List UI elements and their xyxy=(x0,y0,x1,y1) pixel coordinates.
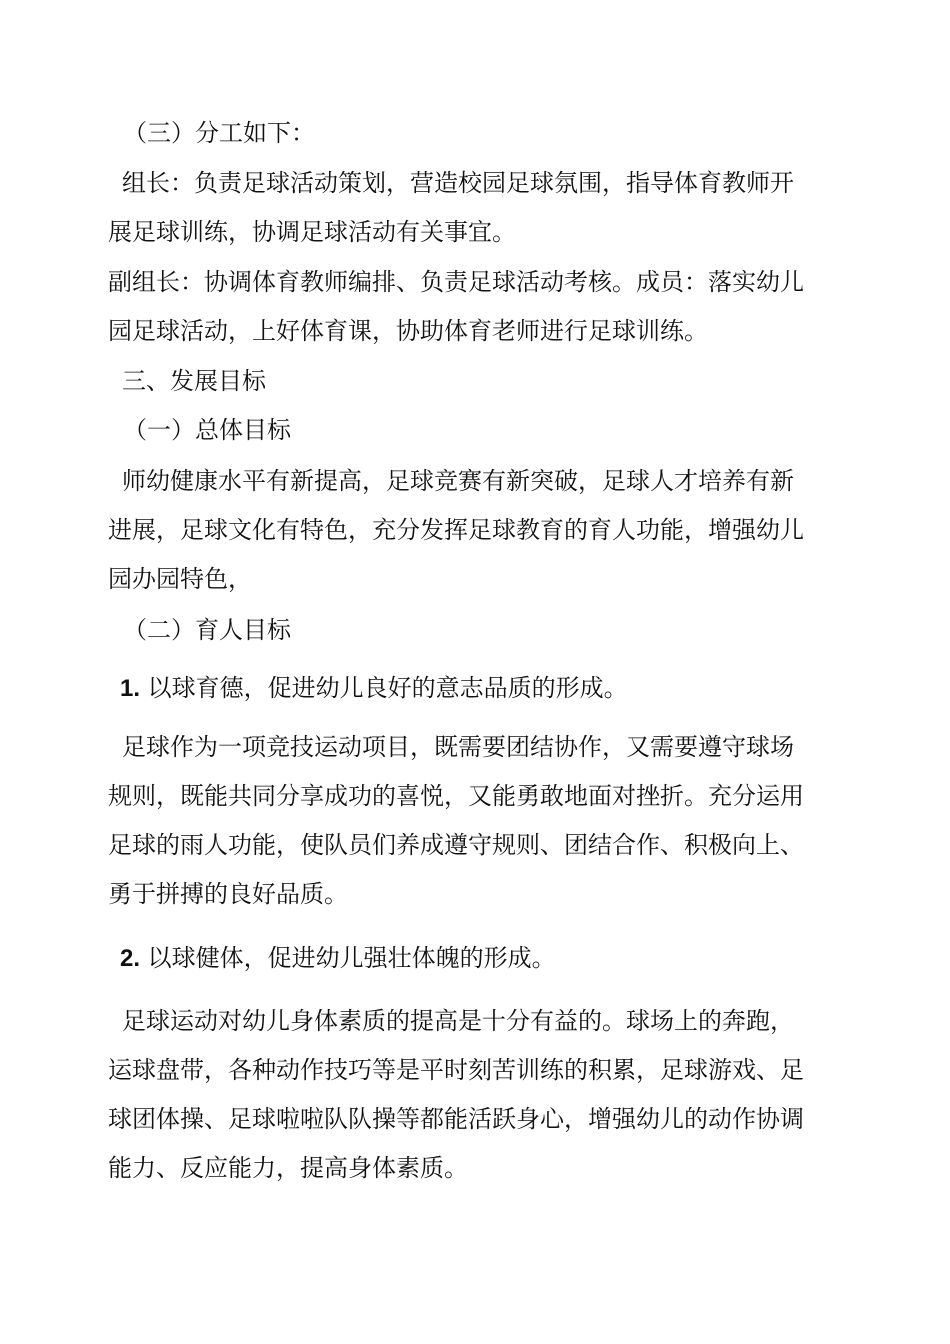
item1-body xyxy=(108,723,853,919)
overall-line-2: 进展，足球文化有特色，充分发挥足球教育的育人功能，增强幼儿 xyxy=(108,516,804,544)
leader-line-1: 组长：负责足球活动策划，营造校园足球氛围，指导体育教师开 xyxy=(122,169,794,197)
item2-body-line-1: 足球运动对幼儿身体素质的提高是十分有益的。球场上的奔跑， xyxy=(122,1007,794,1035)
item2-body xyxy=(108,997,853,1193)
heading-education: （二）育人目标 xyxy=(123,616,291,644)
item2-body-line-3: 球团体操、足球啦啦队队操等都能活跃身心，增强幼儿的动作协调 xyxy=(108,1105,804,1133)
item2-body-line-2: 运球盘带，各种动作技巧等是平时刻苦训练的积累，足球游戏、足 xyxy=(108,1056,804,1084)
item1-text: 以球育德，促进幼儿良好的意志品质的形成。 xyxy=(147,674,628,702)
item1-body-line-3: 足球的雨人功能，使队员们养成遵守规则、团结合作、积极向上、 xyxy=(108,831,804,859)
item2-number: 2. xyxy=(120,945,141,972)
overall-paragraph xyxy=(108,457,853,604)
item2-text: 以球健体，促进幼儿强壮体魄的形成。 xyxy=(147,944,556,972)
item1-body-line-1: 足球作为一项竞技运动项目，既需要团结协作，又需要遵守球场 xyxy=(122,733,794,761)
item1-body-line-2: 规则，既能共同分享成功的喜悦，又能勇敢地面对挫折。充分运用 xyxy=(108,782,804,810)
deputy-line-2: 园足球活动，上好体育课，协助体育老师进行足球训练。 xyxy=(108,317,708,345)
heading-division: （三）分工如下： xyxy=(123,119,315,147)
heading-overall: （一）总体目标 xyxy=(123,416,291,444)
item2-title xyxy=(120,934,865,983)
section-three-heading: 三、发展目标 xyxy=(122,367,266,395)
item1-title xyxy=(120,664,865,713)
leader-line-2: 展足球训练，协调足球活动有关事宜。 xyxy=(108,218,516,246)
overall-line-1: 师幼健康水平有新提高，足球竞赛有新突破，足球人才培养有新 xyxy=(122,467,794,495)
item2-body-line-4: 能力、反应能力，提高身体素质。 xyxy=(108,1154,468,1182)
item1-number: 1. xyxy=(120,675,141,702)
overall-line-3: 园办园特色， xyxy=(108,565,252,593)
deputy-line-1: 副组长：协调体育教师编排、负责足球活动考核。成员：落实幼儿 xyxy=(108,268,804,296)
deputy-paragraph xyxy=(108,258,853,356)
item1-body-line-4: 勇于拼搏的良好品质。 xyxy=(108,880,348,908)
leader-paragraph xyxy=(108,159,853,257)
